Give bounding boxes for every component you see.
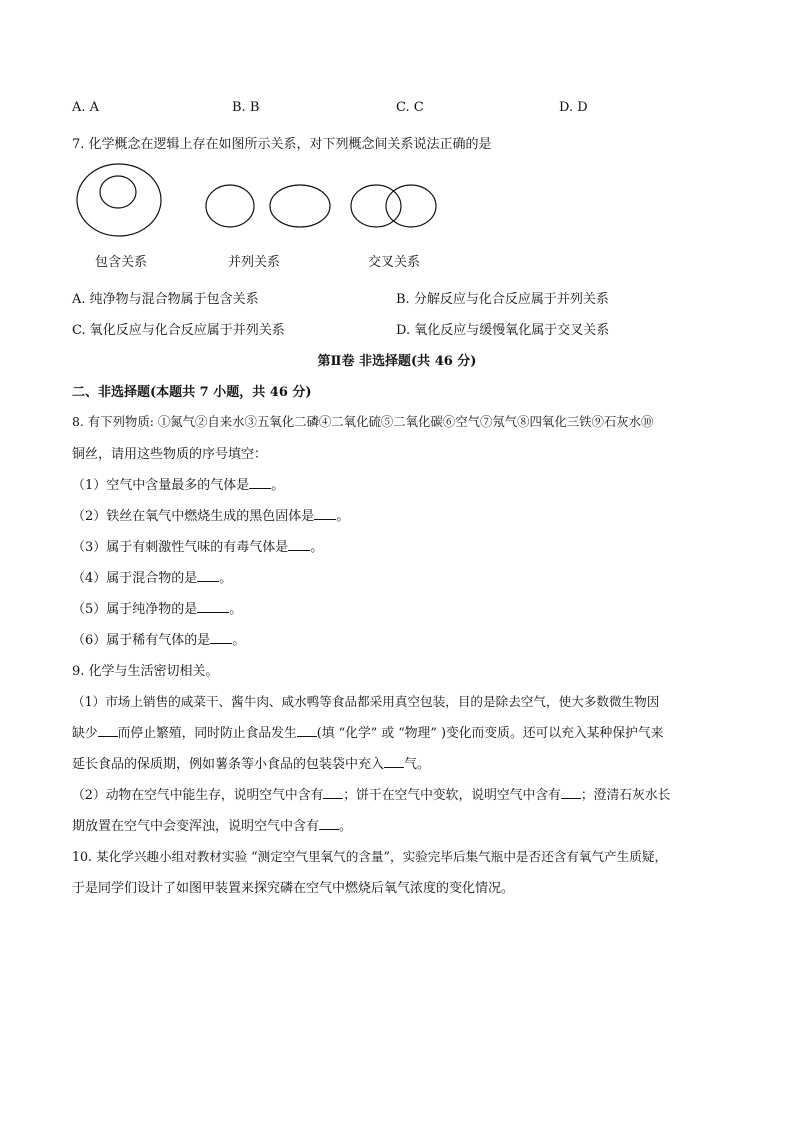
q9-stem: 9. 化学与生活密切相关。: [72, 664, 219, 679]
q9-p1-line3: 延长食品的保质期，例如薯条等小食品的包装袋中充入 气。: [72, 757, 431, 772]
q8-stem-line1: 8. 有下列物质: ①氮气②自来水③五氧化二磷④二氧化硫⑤二氧化碳⑥空气⑦氖气⑧四氧化三铁⑨石灰水⑩: [72, 414, 654, 429]
containment-diagram: [76, 163, 166, 239]
q9-p2-line2: 期放置在空气中会变浑浊，说明空气中含有 。: [72, 819, 353, 834]
option-b: B. B: [232, 100, 260, 115]
q8-sub4: （4）属于混合物的是 。: [72, 571, 233, 586]
q10-line1: 10. 某化学兴趣小组对教材实验 “测定空气里氧气的含量”，实验完毕后集气瓶中是否还含有氧气产生质疑，: [72, 849, 668, 864]
q8-sub2-text: （2）铁丝在氧气中燃烧生成的黑色固体是: [72, 509, 315, 524]
q10-line2: 于是同学们设计了如图甲装置来探究磷在空气中燃烧后氧气浓度的变化情况。: [72, 881, 515, 896]
answer-blank[interactable]: [197, 569, 219, 582]
answer-blank[interactable]: [197, 600, 229, 613]
label-parallel: 并列关系: [228, 255, 281, 270]
option-a: A. A: [72, 100, 100, 115]
q8-sub3: （3）属于有刺激性气味的有毒气体是 。: [72, 540, 324, 555]
q8-sub3-text: （3）属于有刺激性气味的有毒气体是: [72, 540, 289, 555]
q8-sub5-text: （5）属于纯净物的是: [72, 602, 198, 617]
answer-blank[interactable]: [297, 724, 317, 737]
q8-sub5: （5）属于纯净物的是 。: [72, 602, 243, 617]
option-c: C. C: [396, 100, 424, 115]
q7-option-a: A. 纯净物与混合物属于包含关系: [72, 292, 259, 307]
q8-sub4-text: （4）属于混合物的是: [72, 571, 198, 586]
label-intersection: 交叉关系: [368, 255, 421, 270]
q9-p1-line2: 缺少 而停止繁殖，同时防止食品发生 (填 “化学” 或 “物理” )变化而变质。还可以充入某种保护气来: [72, 726, 664, 741]
volume-title: 第Ⅱ卷 非选择题(共 46 分): [317, 354, 477, 369]
answer-blank[interactable]: [98, 724, 118, 737]
q7-option-d: D. 氧化反应与缓慢氧化属于交叉关系: [396, 323, 610, 338]
q8-sub1-text: （1）空气中含量最多的气体是: [72, 478, 250, 493]
q8-sub1: （1）空气中含量最多的气体是 。: [72, 478, 285, 493]
q9-p1-line1: （1）市场上销售的咸菜干、酱牛肉、咸水鸭等食品都采用真空包装，目的是除去空气，使大多数微生物因: [72, 694, 660, 709]
q8-sub2: （2）铁丝在氧气中燃烧生成的黑色固体是 。: [72, 509, 350, 524]
answer-blank[interactable]: [319, 817, 339, 830]
q8-sub6-text: （6）属于稀有气体的是: [72, 633, 211, 648]
answer-blank[interactable]: [210, 631, 232, 644]
answer-blank[interactable]: [561, 786, 581, 799]
intersection-diagram: [350, 183, 440, 231]
answer-blank[interactable]: [323, 786, 343, 799]
answer-blank[interactable]: [384, 755, 404, 768]
answer-blank[interactable]: [314, 507, 336, 520]
q7-option-b: B. 分解反应与化合反应属于并列关系: [396, 292, 609, 307]
part-title: 二、非选择题(本题共 7 小题，共 46 分): [72, 385, 312, 400]
answer-blank[interactable]: [249, 476, 271, 489]
q8-sub6: （6）属于稀有气体的是 。: [72, 633, 246, 648]
q7-stem: 7. 化学概念在逻辑上存在如图所示关系，对下列概念间关系说法正确的是: [72, 137, 492, 152]
q8-stem-line2: 铜丝，请用这些物质的序号填空：: [72, 447, 268, 462]
answer-blank[interactable]: [288, 538, 310, 551]
q7-option-c: C. 氧化反应与化合反应属于并列关系: [72, 323, 285, 338]
parallel-diagram: [204, 183, 332, 231]
q9-p2-line1: （2）动物在空气中能生存，说明空气中含有 ；饼干在空气中变软，说明空气中含有 ；澄清石灰水长: [72, 788, 671, 803]
label-containment: 包含关系: [95, 255, 148, 270]
option-d: D. D: [559, 100, 588, 115]
